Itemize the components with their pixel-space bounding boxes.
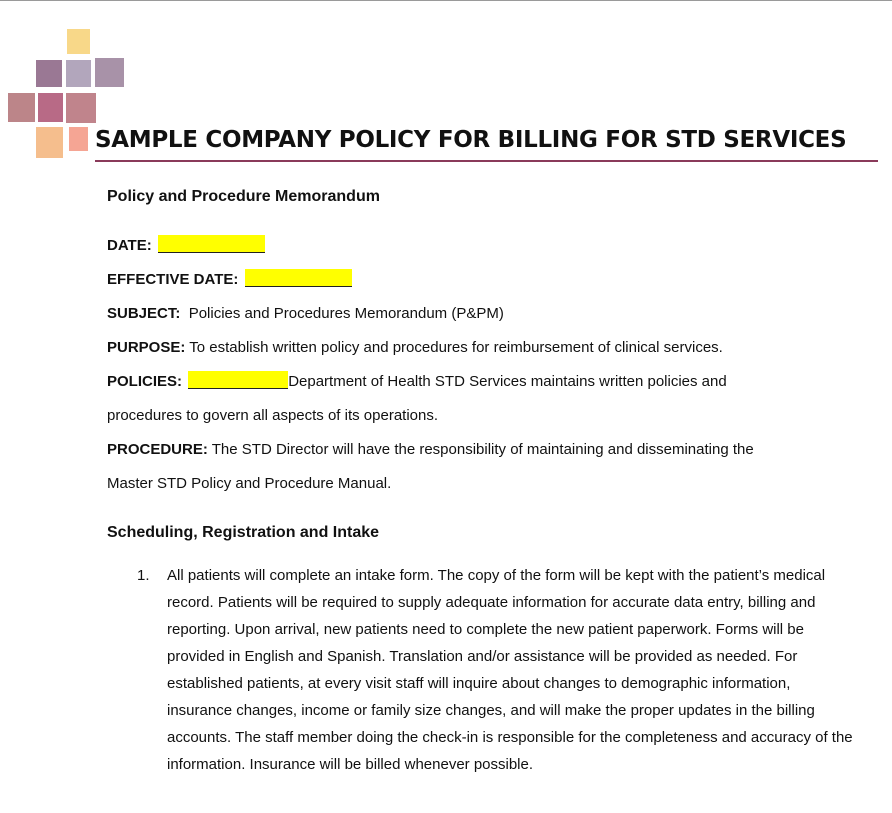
procedure-value-line2: Master STD Policy and Procedure Manual.	[107, 475, 392, 492]
policies-line: POLICIES: Department of Health STD Services maintains written policies and	[107, 373, 727, 390]
procedure-continuation	[107, 469, 837, 503]
memo-heading: Policy and Procedure Memorandum	[107, 188, 380, 205]
subject-value: Policies and Procedures Memorandum (P&PM)	[188, 305, 504, 322]
effective-date-blank-field[interactable]	[245, 269, 352, 287]
policies-value-line1: Department of Health STD Services maintains written policies and	[288, 373, 727, 390]
date-blank-field[interactable]	[158, 235, 265, 253]
policies-continuation	[107, 401, 837, 435]
date-label: DATE	[107, 237, 147, 254]
policies-value-line2: procedures to govern all aspects of its operations.	[107, 407, 439, 424]
purpose-line: PURPOSE: To establish written policy and procedures for reimbursement of clinical services.	[107, 339, 723, 356]
policies-label: POLICIES	[107, 373, 178, 390]
subject-label: SUBJECT	[107, 305, 176, 322]
document-title: SAMPLE COMPANY POLICY FOR BILLING FOR STD SERVICES	[95, 127, 847, 153]
purpose-label: PURPOSE	[107, 339, 181, 356]
policies-blank-field[interactable]	[188, 371, 288, 389]
procedure-label: PROCEDURE	[107, 441, 203, 458]
memo-content	[107, 183, 837, 503]
procedure-line: PROCEDURE: The STD Director will have the responsibility of maintaining and disseminating the	[107, 441, 754, 458]
section-heading-scheduling: Scheduling, Registration and Intake	[107, 524, 380, 541]
title-underline	[95, 160, 878, 162]
list-item-text: All patients will complete an intake form. The copy of the form will be kept with the patient’s medical record. Patients will be required to supply adequate information for accurate data entry, billing and reporting. Upon arrival, new patients need to complete the new patient paperwork. Forms will be provided in English and Spanish. Translation and/or assistance will be provided as needed. For established patients, at every visit staff will inquire about changes to demographic information, insurance changes, income or family size changes, and will make the proper updates in the billing accounts. The staff member doing the check-in is responsible for the completeness and accuracy of the information. Insurance will be billed whenever possible.	[167, 567, 853, 773]
purpose-value: To establish written policy and procedures for reimbursement of clinical services.	[189, 339, 723, 356]
procedure-value-line1: The STD Director will have the responsibility of maintaining and disseminating the	[211, 441, 754, 458]
effective-date-line: EFFECTIVE DATE:	[107, 265, 837, 299]
list-item-number: 1.	[137, 567, 150, 584]
date-line: DATE:	[107, 231, 837, 265]
subject-line: SUBJECT: Policies and Procedures Memorandum (P&PM)	[107, 305, 504, 322]
effective-date-label: EFFECTIVE DATE	[107, 271, 234, 288]
